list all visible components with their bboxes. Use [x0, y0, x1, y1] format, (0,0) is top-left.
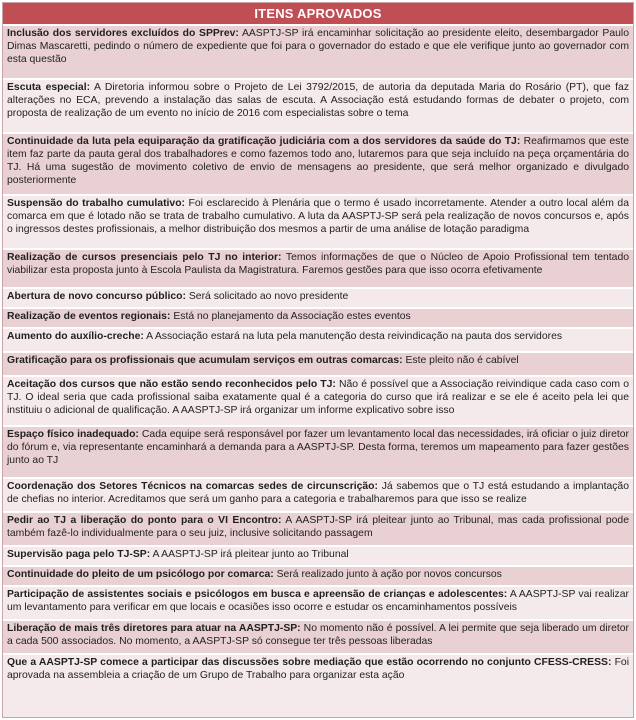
table-row [3, 513, 633, 547]
row-title: Suspensão do trabalho cumulativo: [7, 198, 186, 209]
table-row [3, 196, 633, 250]
row-title: Inclusão dos servidores excluídos do SPPrev: [7, 28, 239, 39]
row-text: Está no planejamento da Associação estes eventos [170, 311, 411, 322]
row-title: Pedir ao TJ a liberação do ponto para o VI Encontro: [7, 515, 282, 526]
row-title: Escuta especial: [7, 82, 91, 93]
row-text: A Diretoria informou sobre o Projeto de Lei 3792/2015, de autoria da deputada Maria do Rosário (PT), que faz alterações no ECA, prevendo a instalação das salas de escuta. A Associação está estudando formas de debater o projeto, com proposta de realização de um evento no início de 2016 com especialistas sobre o tema [7, 82, 630, 120]
row-title: Aceitação dos cursos que não estão sendo reconhecidos pelo TJ: [7, 379, 336, 390]
row-text: Temos informações de que o Núcleo de Apoio Profissional tem tentado viabilizar esta proposta junto à Escola Paulista da Magistratura. Faremos gestões para que isso ocorra efetivamente [7, 252, 629, 277]
table-header: ITENS APROVADOS [3, 3, 633, 26]
table-row [3, 309, 633, 329]
row-text: AASPTJ-SP irá encaminhar solicitação ao presidente eleito, desembargador Paulo Dimas Mascaretti, pedindo o número de expediente que foi para o governador do estado e que ele verifique junto ao governador com esta questão [7, 28, 629, 66]
row-title: Coordenação dos Setores Técnicos na comarcas sedes de circunscrição: [7, 481, 378, 492]
row-text: Já sabemos que o TJ está estudando a implantação de chefias no interior. Acreditamos que será um ganho para a categoria e trabalharemos para que isso se realize [7, 481, 629, 506]
table-row [3, 329, 633, 353]
row-title: Continuidade do pleito de um psicólogo por comarca: [7, 569, 274, 580]
row-text: A AASPTJ-SP vai realizar um levantamento para verificar em que locais e ocasiões isso ocorre e estudar os encaminhamentos possíveis [7, 589, 629, 614]
table-row [3, 80, 633, 134]
table-row [3, 134, 633, 196]
table-row [3, 655, 633, 717]
row-title: Gratificação para os profissionais que acumulam serviços em outras comarcas: [7, 355, 403, 366]
row-title: Continuidade da luta pela equiparação da gratificação judiciária com a dos servidores da saúde do TJ: [7, 136, 521, 147]
table-row [3, 250, 633, 289]
row-text: A AASPTJ-SP irá pleitear junto ao Tribunal, mas cada profissional pode também fazê-lo individualmente para o seu juiz, inclusive solicitando passagem [7, 515, 629, 540]
table-row [3, 621, 633, 655]
row-text: No momento não é possível. A lei permite que seja liberado um diretor a cada 500 associados. No momento, a AASPTJ-SP só consegue ter três pessoas liberadas [7, 623, 629, 648]
row-title: Espaço físico inadequado: [7, 429, 139, 440]
row-title: Aumento do auxílio-creche: [7, 331, 144, 342]
row-text: Será realizado junto à ação por novos concursos [273, 569, 502, 580]
table-row [3, 353, 633, 377]
table-row [3, 479, 633, 513]
row-text: Cada equipe será responsável por fazer um levantamento local das necessidades, irá oficiar o juiz diretor do fórum e, via representante encaminhará a demanda para a AASPTJ-SP. Desta forma, teremos um mapeamento para fazer gestões junto ao TJ [7, 429, 630, 467]
approved-items-table [2, 2, 634, 718]
row-text: A AASPTJ-SP irá pleitear junto ao Tribunal [150, 549, 349, 560]
table-row [3, 427, 633, 479]
row-text: Foi esclarecido à Plenária que o termo é usado incorretamente. Atender a outro local além da comarca em que é lotado não se trata de trabalho cumulativo. A luta da AASPTJ-SP será pela realização de novos concursos e, após o ingressos destes profissionais, a melhor distribuição dos mesmos a partir de uma análise de lotação paradigma [7, 198, 629, 236]
row-title: Realização de cursos presenciais pelo TJ no interior: [7, 252, 282, 263]
row-title: Liberação de mais três diretores para atuar na AASPTJ-SP: [7, 623, 301, 634]
table-row [3, 567, 633, 587]
table-row [3, 289, 633, 309]
row-title: Realização de eventos regionais: [7, 311, 171, 322]
table-row [3, 587, 633, 621]
row-text: Será solicitado ao novo presidente [185, 291, 349, 302]
row-title: Abertura de novo concurso público: [7, 291, 186, 302]
row-title: Supervisão paga pelo TJ-SP: [7, 549, 151, 560]
table-row [3, 377, 633, 427]
table-row [3, 26, 633, 80]
row-text: Este pleito não é cabível [402, 355, 519, 366]
row-text: Não é possível que a Associação reivindique cada caso com o TJ. O ideal seria que cada profissional saiba exatamente qual é a categoria do curso que irá realizar e se ele é aceito pela lei que instituiu o adicional de qualificação. A AASPTJ-SP irá organizar um informe explicativo sobre isso [7, 379, 629, 417]
table-row [3, 547, 633, 567]
row-title: Que a AASPTJ-SP comece a participar das discussões sobre mediação que estão ocorrendo no conjunto CFESS-CRESS: [7, 657, 612, 668]
row-text: Foi aprovada na assembleia a criação de um Grupo de Trabalho para organizar esta ação [7, 657, 630, 682]
row-text: Reafirmamos que este item faz parte da pauta geral dos trabalhadores e como fazemos todo ano, lutaremos para que seja incluído na peça orçamentária do TJ. Há uma sugestão de movimento coletivo de envio de mensagens ao presidente, que será melhor organizado e divulgado posteriormente [7, 136, 629, 187]
row-title: Participação de assistentes sociais e psicólogos em busca e apreensão de crianças e adolescentes: [7, 589, 508, 600]
row-text: A Associação estará na luta pela manutenção desta reivindicação na pauta dos servidores [143, 331, 563, 342]
